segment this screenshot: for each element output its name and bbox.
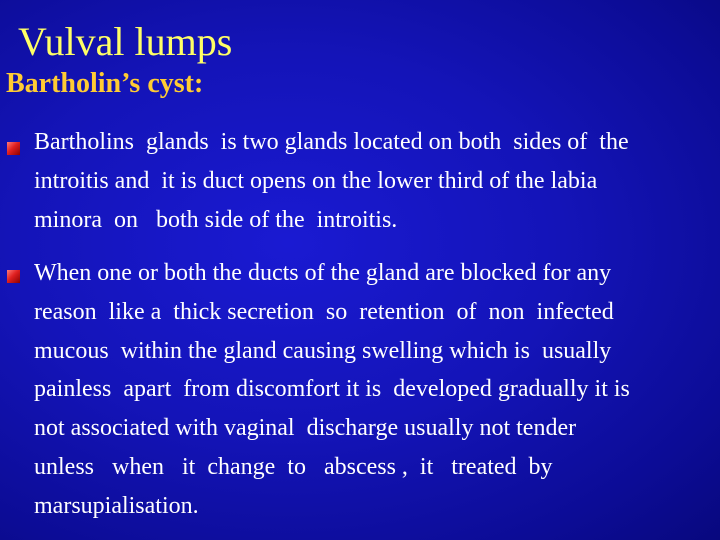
- text-line: When one or both the ducts of the gland are blocked for any: [34, 260, 612, 286]
- bullet-paragraph-2: [34, 254, 720, 526]
- slide-subtitle: Bartholin’s cyst:: [6, 68, 204, 99]
- bullet-square-icon: [7, 142, 20, 155]
- text-line: introitis and it is duct opens on the lower third of the labia: [34, 167, 598, 194]
- text-line: Bartholins glands is two glands located on both sides of the: [34, 129, 629, 155]
- text-line: unless when it change to abscess , it treated by: [34, 453, 553, 480]
- text-line: marsupialisation.: [34, 492, 199, 519]
- bullet-paragraph-1: [34, 123, 720, 239]
- text-line: reason like a thick secretion so retention of non infected: [34, 298, 614, 325]
- bullet-square-icon: [7, 270, 20, 283]
- text-line: not associated with vaginal discharge usually not tender: [34, 415, 577, 442]
- slide-title: Vulval lumps: [18, 19, 233, 64]
- text-line: painless apart from discomfort it is developed gradually it is: [34, 376, 630, 403]
- text-line: mucous within the gland causing swelling which is usually: [34, 337, 612, 364]
- text-line: minora on both side of the introitis.: [34, 206, 398, 233]
